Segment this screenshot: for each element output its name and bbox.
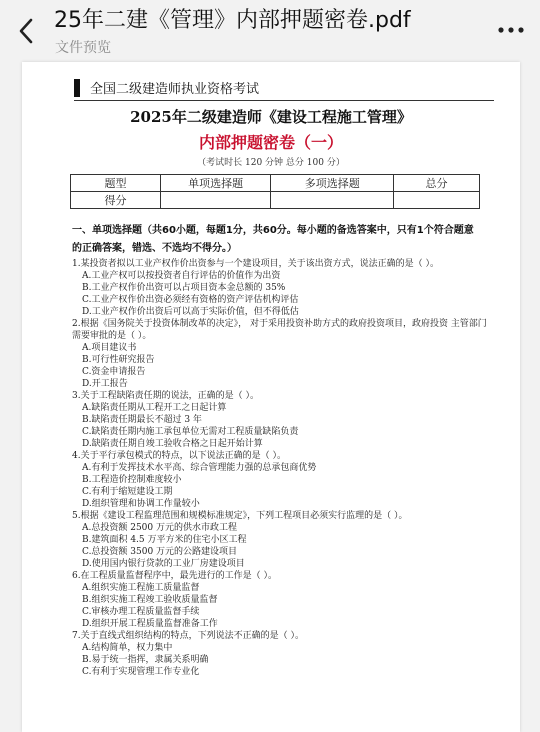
question-option: C.资金申请报告 bbox=[82, 367, 146, 377]
question-list bbox=[72, 258, 490, 678]
question-text: 7.关于直线式组织结构的特点，下列说法不正确的是（ ）。 bbox=[72, 631, 304, 641]
question-option: A.工业产权可以按投资者自行评估的价值作为出资 bbox=[82, 271, 281, 281]
section-heading: 一、单项选择题（共60小题，每题1分，共60分。每小题的备选答案中，只有1个符合题意的正确答案，错选、不选均不得分。） bbox=[72, 225, 474, 254]
score-table-header-row bbox=[71, 175, 480, 192]
question-option: C.审核办理工程质量监督手续 bbox=[82, 607, 200, 617]
question-block bbox=[72, 570, 490, 630]
score-header-cell: 题型 bbox=[71, 175, 161, 192]
exam-note: （考试时长 120 分钟 总分 100 分） bbox=[197, 158, 345, 168]
question-text: 4.关于平行承包模式的特点，以下说法正确的是（ ）。 bbox=[72, 451, 286, 461]
question-option: C.有利于实现管理工作专业化 bbox=[82, 667, 200, 677]
question-option: A.组织实施工程施工质量监督 bbox=[82, 583, 200, 593]
question-option: B.建筑面积 4.5 万平方米的住宅小区工程 bbox=[82, 535, 247, 545]
question-option: A.缺陷责任期从工程开工之日起计算 bbox=[82, 403, 227, 413]
question-option: B.易于统一指挥，隶属关系明确 bbox=[82, 655, 209, 665]
score-header-cell: 多项选择题 bbox=[271, 175, 394, 192]
question-option: C.有利于缩短建设工期 bbox=[82, 487, 173, 497]
question-option: A.结构简单，权力集中 bbox=[82, 643, 173, 653]
question-text: 2.根据《国务院关于投资体制改革的决定》， 对于采用投资补助方式的政府投资项目，政府投资 主管部门需要审批的是（ ）。 bbox=[72, 319, 487, 341]
question-option: C.缺陷责任期内施工承包单位无需对工程质量缺陷负责 bbox=[82, 427, 299, 437]
score-cell bbox=[271, 192, 394, 209]
document-subtitle: 文件预览 bbox=[55, 40, 111, 56]
question-option: D.缺陷责任期自竣工验收合格之日起开始计算 bbox=[82, 439, 263, 449]
exam-header bbox=[74, 78, 494, 101]
exam-subtitle: 内部押题密卷（一） bbox=[198, 133, 343, 152]
exam-header-text: 全国二级建造师执业资格考试 bbox=[90, 82, 260, 97]
question-block bbox=[72, 258, 490, 318]
pdf-page[interactable] bbox=[22, 62, 520, 732]
question-option: D.开工报告 bbox=[82, 379, 128, 389]
question-option: B.组织实施工程竣工验收质量监督 bbox=[82, 595, 218, 605]
exam-title: 2025年二级建造师《建设工程施工管理》 bbox=[130, 108, 412, 126]
chevron-left-icon bbox=[18, 18, 34, 44]
question-option: A.总投资额 2500 万元的供水市政工程 bbox=[82, 523, 237, 533]
back-button[interactable] bbox=[12, 14, 40, 48]
score-table-row bbox=[71, 192, 480, 209]
question-option: D.组织管理和协调工作量较小 bbox=[82, 499, 200, 509]
question-option: B.可行性研究报告 bbox=[82, 355, 155, 365]
question-option: D.工业产权作价出资后可以高于实际价值，但不得低估 bbox=[82, 307, 299, 317]
question-text: 3.关于工程缺陷责任期的说法，正确的是（ ）。 bbox=[72, 391, 259, 401]
question-block bbox=[72, 318, 490, 390]
more-button[interactable] bbox=[496, 18, 526, 42]
question-option: B.工程造价控制难度较小 bbox=[82, 475, 182, 485]
header-bar bbox=[74, 79, 80, 97]
question-option: D.使用国内银行贷款的工业厂房建设项目 bbox=[82, 559, 245, 569]
question-block bbox=[72, 630, 490, 678]
score-header-cell: 单项选择题 bbox=[160, 175, 270, 192]
document-title: 25年二建《管理》内部押题密卷.pdf bbox=[54, 8, 411, 33]
score-row-label: 得分 bbox=[71, 192, 161, 209]
question-option: B.缺陷责任期最长不超过 3 年 bbox=[82, 415, 202, 425]
question-option: D.组织开展工程质量监督准备工作 bbox=[82, 619, 218, 629]
question-text: 5.根据《建设工程监理范围和规模标准规定》，下列工程项目必须实行监理的是（ ）。 bbox=[72, 511, 408, 521]
question-text: 1.某投资者拟以工业产权作价出资参与一个建设项目，关于该出资方式，说法正确的是（ ）。 bbox=[72, 259, 439, 269]
score-cell bbox=[160, 192, 270, 209]
score-table bbox=[70, 174, 480, 209]
question-option: B.工业产权作价出资可以占项目资本金总额的 35% bbox=[82, 283, 286, 293]
score-cell bbox=[394, 192, 480, 209]
question-option: C.总投资额 3500 万元的公路建设项目 bbox=[82, 547, 238, 557]
score-header-cell: 总分 bbox=[394, 175, 480, 192]
question-block bbox=[72, 450, 490, 510]
question-block bbox=[72, 390, 490, 450]
question-option: C.工业产权作价出资必须经有资格的资产评估机构评估 bbox=[82, 295, 299, 305]
question-text: 6.在工程质量监督程序中，最先进行的工作是（ ）。 bbox=[72, 571, 277, 581]
question-option: A.项目建议书 bbox=[82, 343, 137, 353]
question-option: A.有利于发挥技术水平高、综合管理能力强的总承包商优势 bbox=[82, 463, 317, 473]
more-horizontal-icon bbox=[497, 26, 525, 34]
question-block bbox=[72, 510, 490, 570]
top-bar bbox=[0, 0, 540, 62]
